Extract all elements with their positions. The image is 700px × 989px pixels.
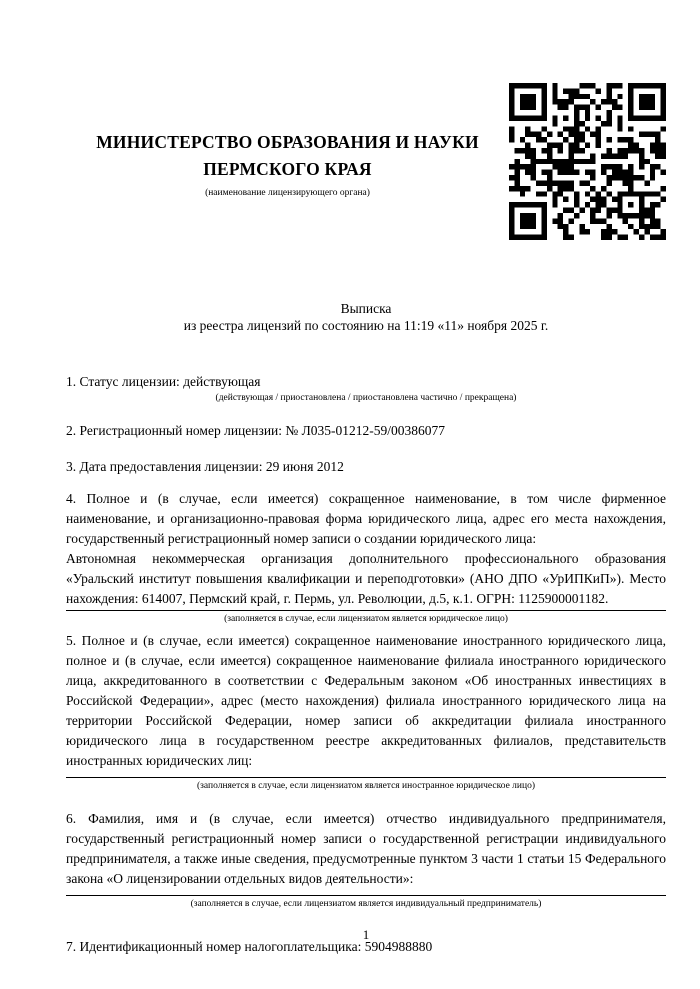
- item-7-label: 7. Идентификационный номер налогоплательщика:: [66, 939, 362, 954]
- item-4-label: 4. Полное и (в случае, если имеется) сокращенное наименование, в том числе фирменное наименование, и организационно-правовая форма юридического лица, адрес его места нахождения, государственный регистрационный номер записи о создании юридического лица:: [66, 491, 666, 546]
- page-number: 1: [362, 927, 370, 942]
- item-5-blank-field: [66, 771, 666, 778]
- licensing-authority-block: [66, 83, 509, 200]
- qr-code: [509, 83, 666, 240]
- ministry-name-line1: МИНИСТЕРСТВО ОБРАЗОВАНИЯ И НАУКИ: [96, 132, 479, 152]
- item-2-label: 2. Регистрационный номер лицензии:: [66, 423, 283, 438]
- ministry-name-line2: ПЕРМСКОГО КРАЯ: [203, 159, 372, 179]
- item-6-blank-field: [66, 889, 666, 896]
- item-individual-entrepreneur: [66, 809, 666, 911]
- item-5-caption: (заполняется в случае, если лицензиатом является иностранное юридическое лицо): [197, 781, 535, 791]
- item-7-value: 5904988880: [364, 939, 433, 954]
- item-1-label: 1. Статус лицензии:: [66, 374, 180, 389]
- item-6-caption: (заполняется в случае, если лицензиатом является индивидуальный предприниматель): [190, 899, 542, 909]
- item-3-label: 3. Дата предоставления лицензии:: [66, 459, 263, 474]
- item-4-caption: (заполняется в случае, если лицензиатом является юридическое лицо): [224, 614, 508, 624]
- item-5-label: 5. Полное и (в случае, если имеется) сокращенное наименование иностранного юридического лица, полное и (в случае, если имеется) сокращенное наименование филиала иностранного юридического лица, аккредитованного в соответствии с Федеральным законом «Об иностранных инвестициях в Российской Федерации», адрес (место нахождения) филиала иностранного юридического лица на территории Российской Федерации, номер записи об аккредитации филиала иностранного юридического лица в государственном реестре аккредитованных филиалов, представительств иностранных юридических лиц:: [66, 633, 666, 768]
- item-legal-entity: [66, 489, 666, 626]
- item-1-value: действующая: [183, 374, 261, 389]
- document-title: Выписка: [340, 301, 392, 316]
- item-3-value: 29 июня 2012: [265, 459, 344, 474]
- item-4-value: Автономная некоммерческая организация дополнительного профессионального образования «Уральский институт повышения квалификации и переподготовки» (АНО ДПО «УрИПКиП»). Место нахождения: 614007, Пермский край, г. Пермь, ул. Революции, д.5, к.1. ОГРН: 1125900001182.: [66, 549, 666, 611]
- item-1-caption: (действующая / приостановлена / приостановлена частично / прекращена): [215, 393, 517, 403]
- document-subtitle: из реестра лицензий по состоянию на 11:19 «11» ноября 2025 г.: [183, 318, 549, 333]
- licensing-authority-caption: (наименование лицензирующего органа): [205, 188, 370, 198]
- item-2-value: № Л035-01212-59/00386077: [285, 423, 446, 438]
- item-6-label: 6. Фамилия, имя и (в случае, если имеется) отчество индивидуального предпринимателя, государственный регистрационный номер записи о государственной регистрации индивидуального предпринимателя, а также иные сведения, предусмотренные пунктом 3 части 1 статьи 15 Федерального закона «О лицензировании отдельных видов деятельности»:: [66, 811, 666, 886]
- ministry-name: [66, 129, 509, 183]
- item-foreign-entity: [66, 631, 666, 793]
- item-license-date: [66, 457, 666, 477]
- document-title-block: [66, 300, 666, 334]
- item-registration-number: [66, 421, 666, 441]
- item-license-status: [66, 372, 666, 405]
- document-header: [66, 0, 666, 240]
